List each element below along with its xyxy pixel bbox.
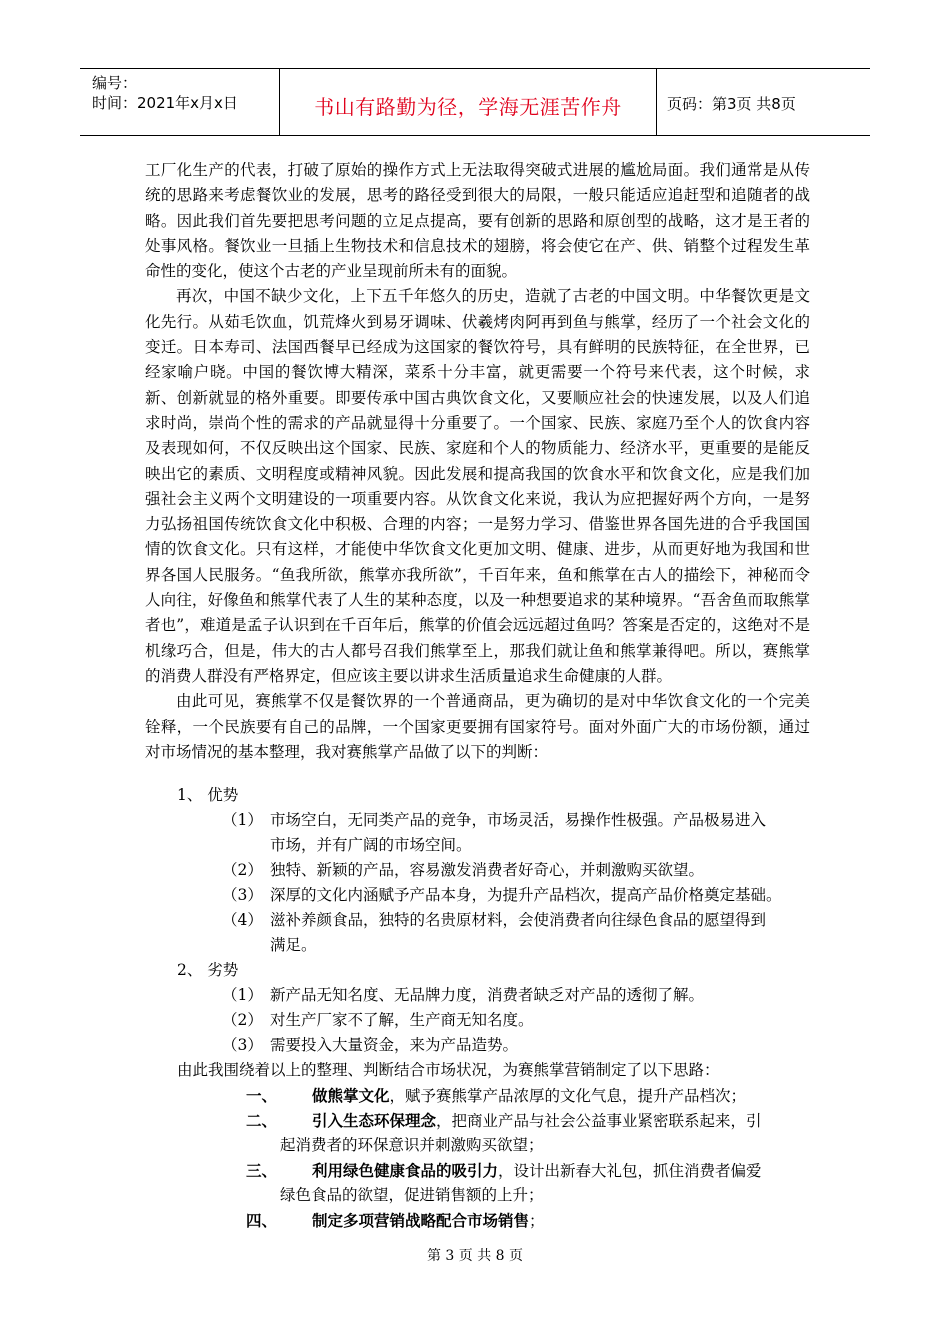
list-item-number: （1） <box>222 811 263 829</box>
strategy-title: 做熊掌文化 <box>312 1086 390 1105</box>
paragraph: 由此可见，赛熊掌不仅是餐饮界的一个普通商品，更为确切的是对中华饮食文化的一个完美铨释，一个民族要有自己的品牌，一个国家更要拥有国家符号。面对外面广大的市场份额，通过对市场情况的基本整理，我对赛熊掌产品做了以下的判断： <box>145 692 810 761</box>
list-item-text: 市场空白，无同类产品的竞争，市场灵活，易操作性极强。产品极易进入 <box>270 811 767 829</box>
header-page-info: 页码：第3页 共8页 <box>667 95 796 113</box>
header-page-cell <box>657 69 870 135</box>
strategy-item <box>312 1158 762 1184</box>
list-item-text-continued: 满足。 <box>270 936 317 954</box>
strategy-number: 三、 <box>246 1161 278 1180</box>
list-item-number: （2） <box>222 861 263 879</box>
list-item-text-continued: 市场，并有广阔的市场空间。 <box>270 836 472 854</box>
paragraph: 工厂化生产的代表，打破了原始的操作方式上无法取得突破式进展的尴尬局面。我们通常是从传统的思路来考虑餐饮业的发展，思考的路径受到很大的局限，一般只能适应追赶型和追随者的战略。因此我们首先要把思考问题的立足点提高，要有创新的思路和原创型的战略，这才是王者的处事风格。餐饮业一旦插上生物技术和信息技术的翅膀，将会使它在产、供、销整个过程发生革命性的变化，使这个古老的产业呈现前所未有的面貌。 <box>145 161 810 281</box>
strategy-number: 四、 <box>246 1211 278 1230</box>
section-heading-disadvantages: 2、 劣势 <box>177 961 239 979</box>
list-item-number: （3） <box>222 886 263 904</box>
list-item-text: 需要投入大量资金，来为产品造势。 <box>270 1036 519 1054</box>
strategy-number: 一、 <box>246 1086 278 1105</box>
list-item-text: 滋补养颜食品，独特的名贵原材料，会使消费者向往绿色食品的愿望得到 <box>270 911 767 929</box>
header-motto-cell <box>280 69 657 135</box>
strategy-number: 二、 <box>246 1111 278 1130</box>
list-item-text: 独特、新颖的产品，容易激发消费者好奇心，并刺激购买欲望。 <box>270 861 705 879</box>
document-number-label: 编号： <box>92 74 138 92</box>
header-meta-cell <box>80 69 280 135</box>
strategy-description-continued: 起消费者的环保意识并刺激购买欲望； <box>280 1136 544 1154</box>
header-motto: 书山有路勤为径，学海无涯苦作舟 <box>314 95 622 119</box>
strategy-item <box>312 1083 746 1109</box>
list-item-number: （4） <box>222 911 263 929</box>
list-item-text: 新产品无知名度、无品牌力度，消费者缺乏对产品的透彻了解。 <box>270 986 705 1004</box>
strategy-item <box>312 1108 762 1134</box>
strategy-description: ，设计出新春大礼包，抓住消费者偏爱 <box>498 1162 762 1180</box>
strategy-title: 制定多项营销战略配合市场销售 <box>312 1211 530 1230</box>
strategy-description: ，把商业产品与社会公益事业紧密联系起来，引 <box>436 1112 762 1130</box>
strategy-item <box>312 1208 545 1234</box>
list-item-text: 对生产厂家不了解，生产商无知名度。 <box>270 1011 534 1029</box>
strategy-description: ； <box>529 1212 545 1230</box>
list-item-number: （3） <box>222 1036 263 1054</box>
list-item-number: （2） <box>222 1011 263 1029</box>
strategy-title: 利用绿色健康食品的吸引力 <box>312 1161 499 1180</box>
list-item-number: （1） <box>222 986 263 1004</box>
page-header <box>80 68 870 136</box>
strategy-title: 引入生态环保理念 <box>312 1111 437 1130</box>
strategy-intro: 由此我围绕着以上的整理、判断结合市场状况，为赛熊掌营销制定了以下思路： <box>177 1061 720 1079</box>
list-item-text: 深厚的文化内涵赋予产品本身，为提升产品档次，提高产品价格奠定基础。 <box>270 886 782 904</box>
paragraph: 再次，中国不缺少文化，上下五千年悠久的历史，造就了古老的中国文明。中华餐饮更是文化先行。从茹毛饮血，饥荒烽火到易牙调味、伏羲烤肉阿再到鱼与熊掌，经历了一个社会文化的变迁。日本寿司、法国西餐早已经成为这国家的餐饮符号，具有鲜明的民族特征，在全世界，已经家喻户晓。中国的餐饮博大精深，菜系十分丰富，就更需要一个符号来代表，这个时候，求新、创新就显的格外重要。即要传承中国古典饮食文化，又要顺应社会的快速发展，以及人们追求时尚，崇尚个性的需求的产品就显得十分重要了。一个国家、民族、家庭乃至个人的饮食内容及表现如何，不仅反映出这个国家、民族、家庭和个人的物质能力、经济水平，更重要的是能反映出它的素质、文明程度或精神风貌。因此发展和提高我国的饮食水平和饮食文化，应是我们加强社会主义两个文明建设的一项重要内容。从饮食文化来说，我认为应把握好两个方向，一是努力弘扬祖国传统饮食文化中积极、合理的内容；一是努力学习、借鉴世界各国先进的合乎我国国情的饮食文化。只有这样，才能使中华饮食文化更加文明、健康、进步，从而更好地为我国和世界各国人民服务。“鱼我所欲，熊掌亦我所欲”，千百年来，鱼和熊掌在古人的描绘下，神秘而令人向往，好像鱼和熊掌代表了人生的某种态度，以及一种想要追求的某种境界。“吾舍鱼而取熊掌者也”，难道是孟子认识到在千百年后，熊掌的价值会远远超过鱼吗？答案是否定的，这绝对不是机缘巧合，但是，伟大的古人都号召我们熊掌至上，那我们就让鱼和熊掌兼得吧。所以，赛熊掌的消费人群没有严格界定，但应该主要以讲求生活质量追求生命健康的人群。 <box>145 287 810 685</box>
page-footer: 第 3 页 共 8 页 <box>426 1248 524 1264</box>
strategy-description: ，赋予赛熊掌产品浓厚的文化气息，提升产品档次； <box>389 1087 747 1105</box>
section-heading-advantages: 1、 优势 <box>177 786 239 804</box>
document-time-label: 时间：2021年x月x日 <box>92 94 238 112</box>
strategy-description-continued: 绿色食品的欲望，促进销售额的上升； <box>280 1186 544 1204</box>
document-body <box>145 158 810 765</box>
